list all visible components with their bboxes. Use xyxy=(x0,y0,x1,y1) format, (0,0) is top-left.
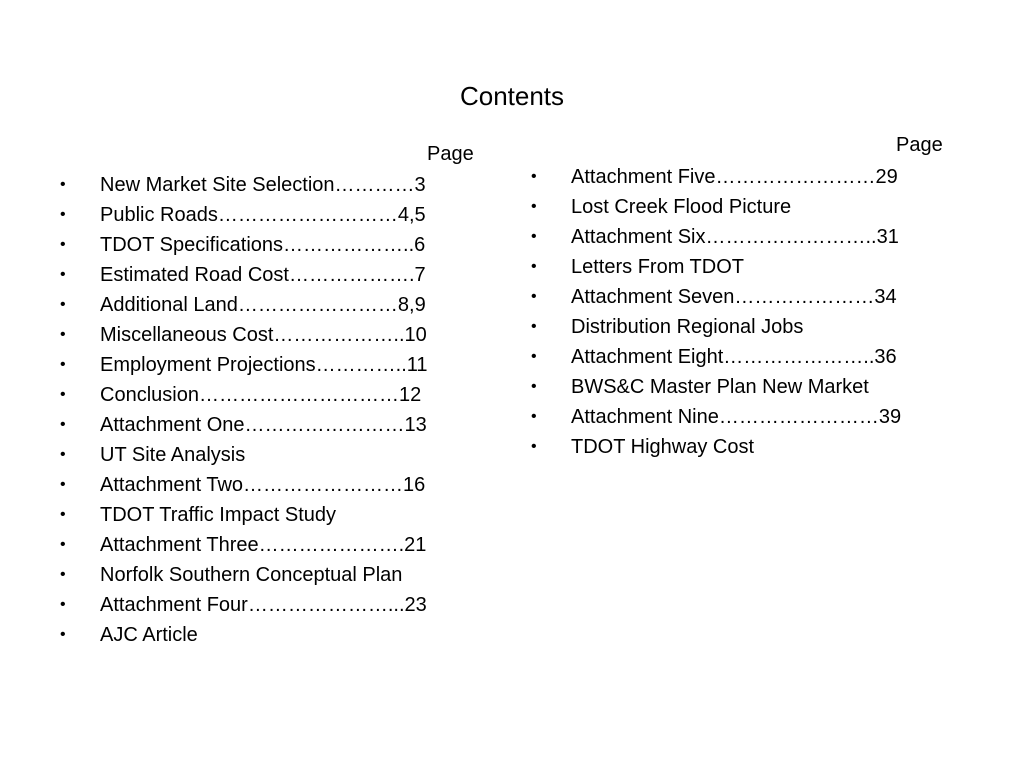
toc-entry xyxy=(531,252,901,282)
toc-entry-text: Lost Creek Flood Picture xyxy=(571,196,792,218)
toc-entry xyxy=(60,500,428,530)
toc-entry-text: Attachment One……………………13 xyxy=(100,414,427,436)
toc-entry-text: Attachment Three………………….21 xyxy=(100,534,427,556)
bullet-icon: • xyxy=(531,288,537,305)
toc-entry xyxy=(60,260,428,290)
toc-entry xyxy=(60,440,428,470)
bullet-icon: • xyxy=(60,326,66,343)
toc-entry xyxy=(531,162,901,192)
toc-entry xyxy=(531,222,901,252)
toc-entry xyxy=(60,170,428,200)
toc-entry-text: Attachment Seven…………………34 xyxy=(571,286,897,308)
toc-entry xyxy=(60,380,428,410)
toc-entry-text: Employment Projections…………..11 xyxy=(100,354,428,376)
bullet-icon: • xyxy=(531,258,537,275)
toc-entry-text: Conclusion…………………………12 xyxy=(100,384,422,406)
bullet-icon: • xyxy=(531,438,537,455)
bullet-icon: • xyxy=(60,566,66,583)
toc-entry-text: Attachment Two……………………16 xyxy=(100,474,426,496)
bullet-icon: • xyxy=(60,296,66,313)
toc-entry xyxy=(60,620,428,650)
bullet-icon: • xyxy=(60,236,66,253)
toc-entry-text: Additional Land……………………8,9 xyxy=(100,294,426,316)
toc-entry xyxy=(60,290,428,320)
bullet-icon: • xyxy=(531,168,537,185)
toc-entry xyxy=(60,590,428,620)
bullet-icon: • xyxy=(60,596,66,613)
bullet-icon: • xyxy=(60,626,66,643)
toc-entry-text: Miscellaneous Cost………………..10 xyxy=(100,324,427,346)
bullet-icon: • xyxy=(60,356,66,373)
toc-entry xyxy=(60,530,428,560)
bullet-icon: • xyxy=(60,206,66,223)
bullet-icon: • xyxy=(60,266,66,283)
toc-entry-text: Attachment Eight…………………..36 xyxy=(571,346,897,368)
toc-entry xyxy=(60,200,428,230)
bullet-icon: • xyxy=(60,386,66,403)
toc-entry-text: TDOT Highway Cost xyxy=(571,436,755,458)
toc-entry xyxy=(60,230,428,260)
toc-entry xyxy=(531,312,901,342)
toc-entry xyxy=(531,402,901,432)
toc-entry-text: TDOT Specifications………………..6 xyxy=(100,234,426,256)
toc-entry xyxy=(531,282,901,312)
toc-entry-text: AJC Article xyxy=(100,624,198,646)
toc-entry xyxy=(60,320,428,350)
toc-list-right xyxy=(531,162,901,462)
page-column-header-right: Page xyxy=(896,134,943,156)
toc-entry-text: Estimated Road Cost……………….7 xyxy=(100,264,426,286)
toc-entry-text: Attachment Five……………………29 xyxy=(571,166,898,188)
bullet-icon: • xyxy=(531,408,537,425)
toc-entry-text: New Market Site Selection…………3 xyxy=(100,174,426,196)
toc-entry-text: Attachment Nine……………………39 xyxy=(571,406,902,428)
bullet-icon: • xyxy=(60,506,66,523)
toc-entry xyxy=(60,560,428,590)
toc-entry xyxy=(531,432,901,462)
bullet-icon: • xyxy=(60,476,66,493)
toc-entry-text: Attachment Six……………………..31 xyxy=(571,226,899,248)
toc-entry-text: UT Site Analysis xyxy=(100,444,246,466)
toc-entry-text: TDOT Traffic Impact Study xyxy=(100,504,336,526)
bullet-icon: • xyxy=(531,198,537,215)
page-column-header-left: Page xyxy=(427,143,474,165)
toc-entry-text: Attachment Four…………………...23 xyxy=(100,594,427,616)
bullet-icon: • xyxy=(531,318,537,335)
toc-entry xyxy=(531,372,901,402)
bullet-icon: • xyxy=(60,446,66,463)
toc-entry-text: Letters From TDOT xyxy=(571,256,744,278)
toc-entry-text: BWS&C Master Plan New Market xyxy=(571,376,869,398)
bullet-icon: • xyxy=(60,536,66,553)
toc-list-left xyxy=(60,170,428,650)
toc-entry xyxy=(60,410,428,440)
bullet-icon: • xyxy=(531,348,537,365)
bullet-icon: • xyxy=(60,176,66,193)
page-title: Contents xyxy=(459,81,565,111)
toc-entry-text: Distribution Regional Jobs xyxy=(571,316,804,338)
toc-entry-text: Public Roads………………………4,5 xyxy=(100,204,426,226)
bullet-icon: • xyxy=(531,228,537,245)
toc-entry xyxy=(60,350,428,380)
toc-entry xyxy=(531,342,901,372)
toc-entry-text: Norfolk Southern Conceptual Plan xyxy=(100,564,403,586)
toc-entry xyxy=(60,470,428,500)
bullet-icon: • xyxy=(531,378,537,395)
toc-entry xyxy=(531,192,901,222)
bullet-icon: • xyxy=(60,416,66,433)
